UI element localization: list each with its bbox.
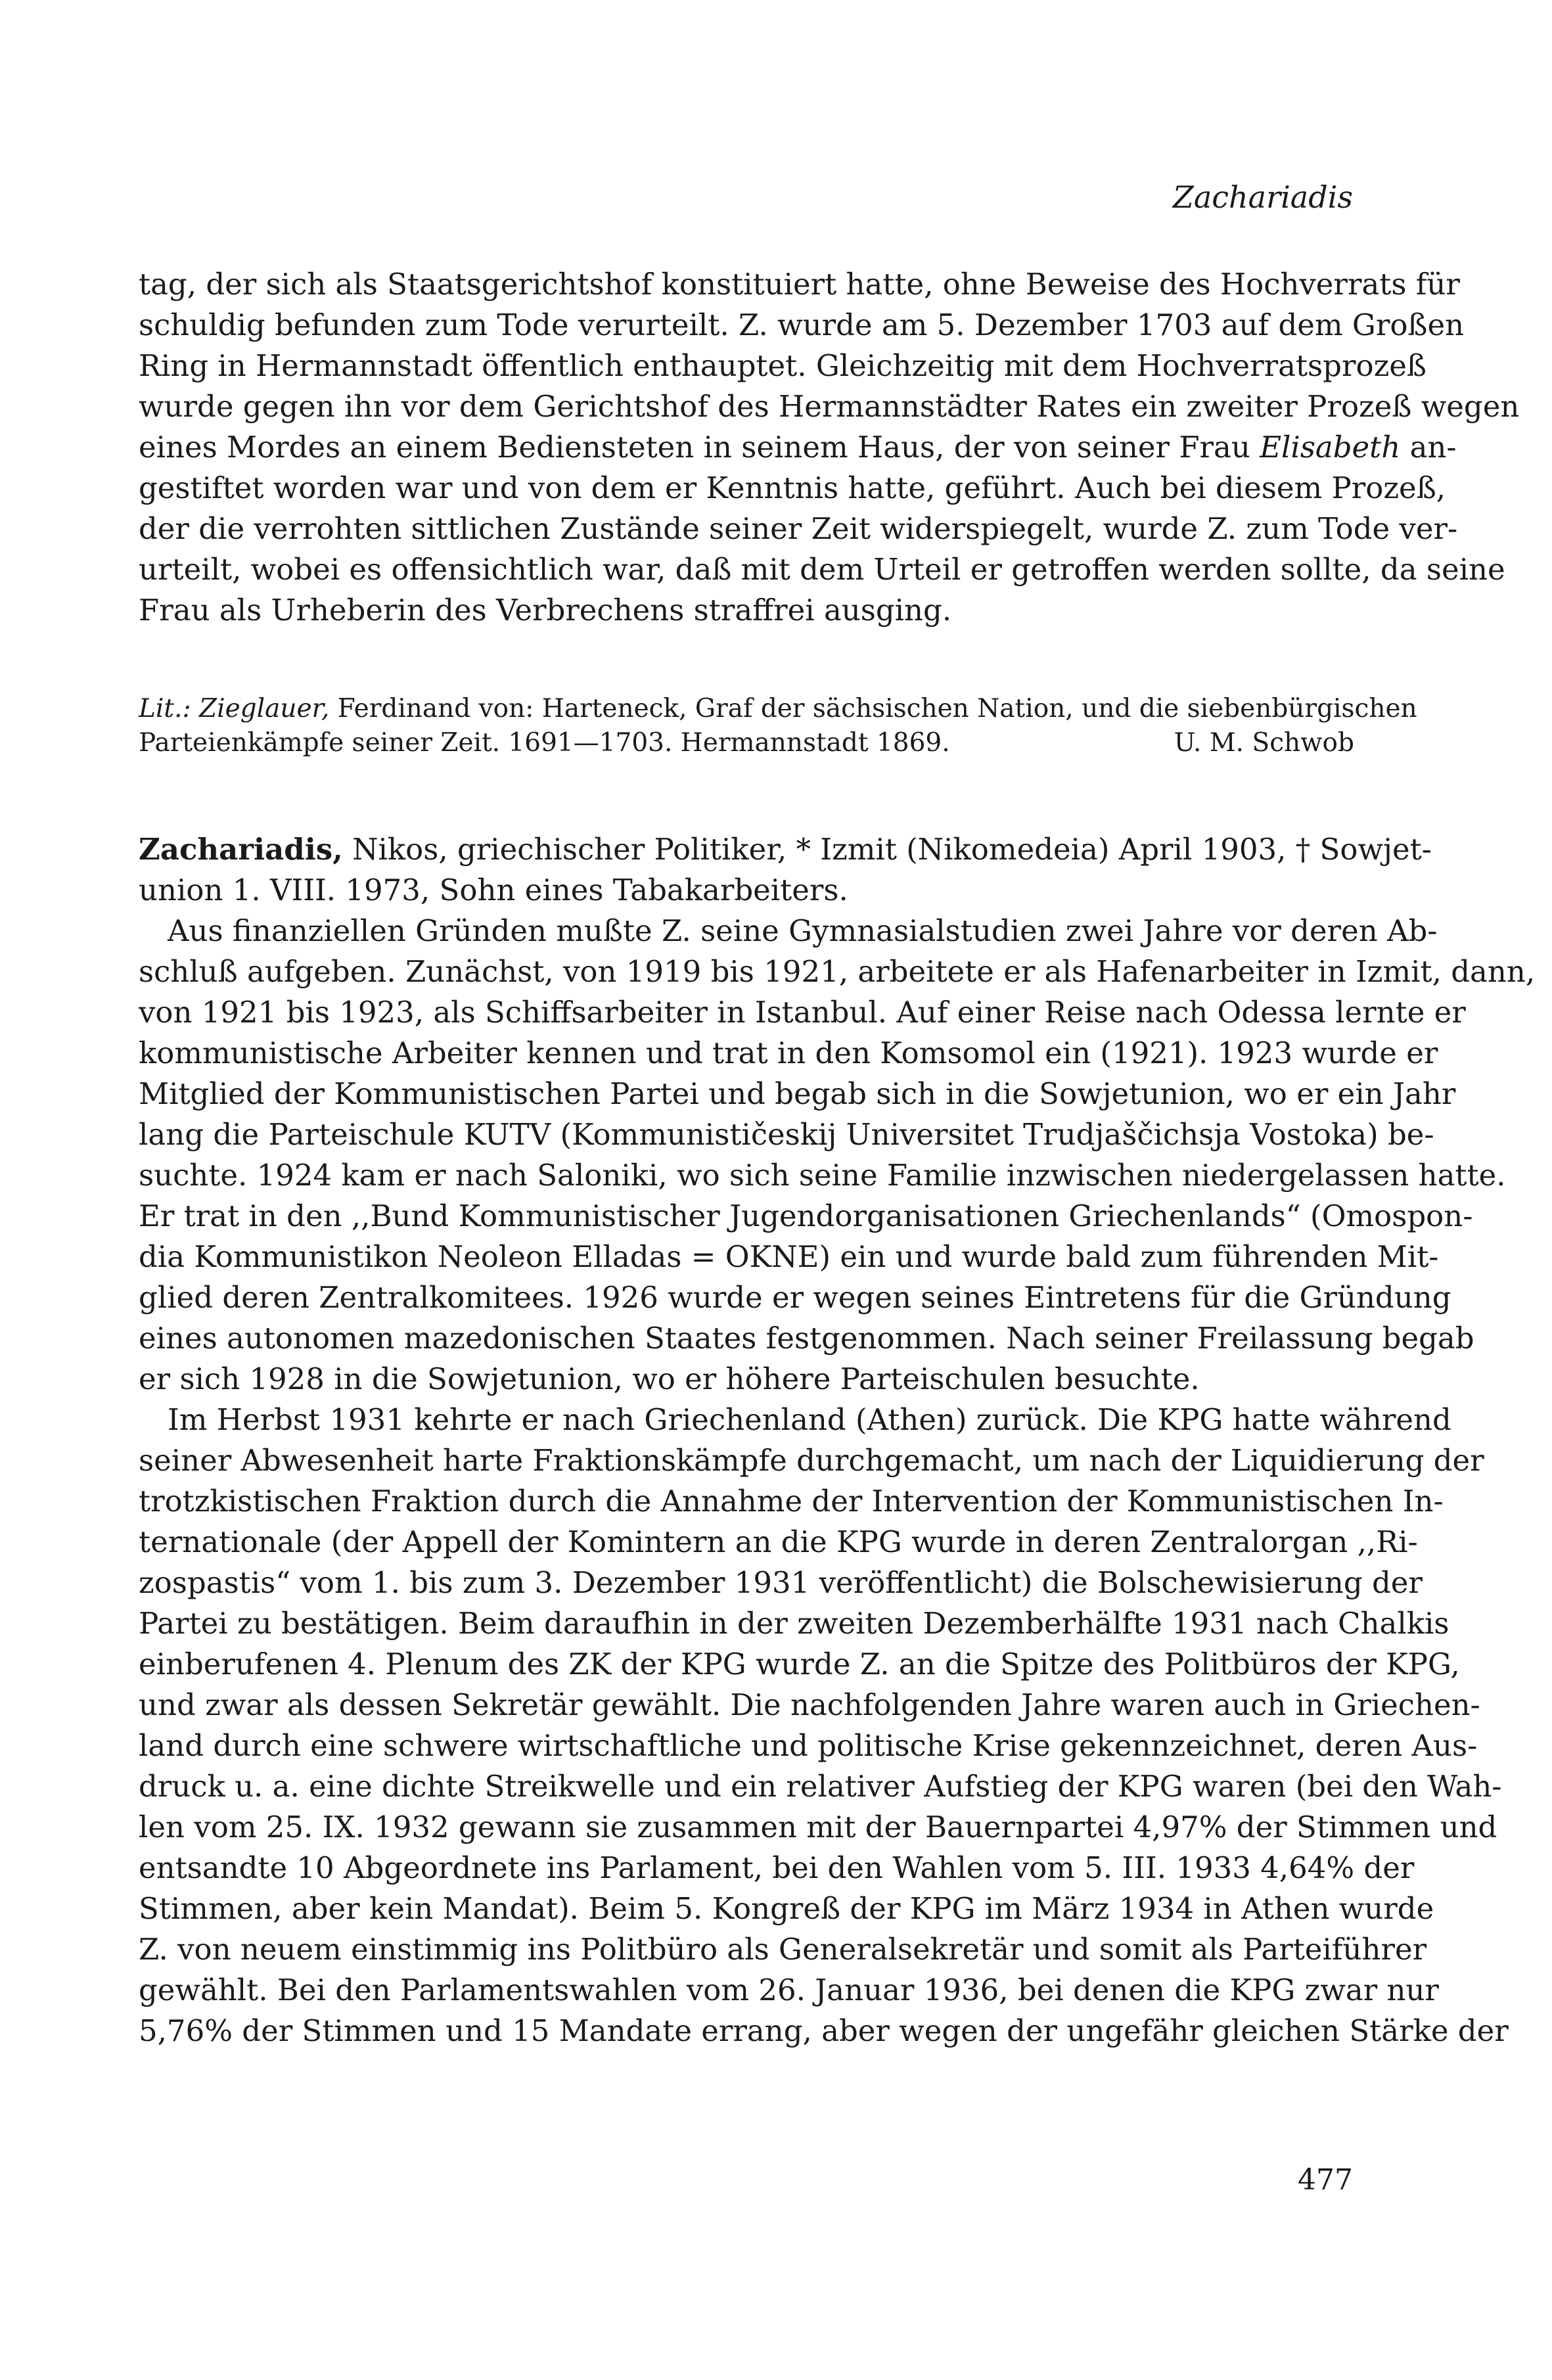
text-line — [139, 829, 1432, 870]
text-line: druck u. a. eine dichte Streikwelle und ein relativer Aufstieg der KPG waren (bei den Wah- — [139, 1769, 1502, 1804]
italic-name: Elisabeth — [1260, 430, 1401, 465]
text-line: gestiftet worden war und von dem er Kenntnis hatte, geführt. Auch bei diesem Prozeß, — [139, 470, 1446, 505]
text-line: von 1921 bis 1923, als Schiffsarbeiter in Istanbul. Auf einer Reise nach Odessa lernte er — [139, 995, 1466, 1030]
text-segment: Ferdinand von: Harteneck, Graf der sächsischen Nation, und die siebenbürgischen — [337, 694, 1417, 723]
text-line: 5,76% der Stimmen und 15 Mandate errang, aber wegen der ungefähr gleichen Stärke der — [139, 2013, 1509, 2048]
page-number: 477 — [1298, 2163, 1353, 2197]
entry-zachariadis — [139, 829, 1536, 2051]
text-line: Frau als Urheberin des Verbrechens straffrei ausging. — [139, 593, 952, 628]
author-signature: U. M. Schwob — [1174, 728, 1354, 758]
text-segment: Parteienkämpfe seiner Zeit. 1691—1703. Hermannstadt 1869. — [139, 728, 950, 758]
text-line: len vom 25. IX. 1932 gewann sie zusammen mit der Bauernpartei 4,97% der Stimmen und — [139, 1810, 1497, 1844]
text-line: der die verrohten sittlichen Zustände seiner Zeit widerspiegelt, wurde Z. zum Tode ver- — [139, 511, 1458, 546]
text-line: Z. von neuem einstimmig ins Politbüro als Generalsekretär und somit als Parteiführer — [139, 1932, 1427, 1967]
running-head: Zachariadis — [1172, 179, 1353, 215]
text-segment: an- — [1409, 430, 1457, 465]
text-line: Aus finanziellen Gründen mußte Z. seine Gymnasialstudien zwei Jahre vor deren Ab- — [168, 913, 1438, 948]
text-line: einberufenen 4. Plenum des ZK der KPG wurde Z. an die Spitze des Politbüros der KPG, — [139, 1647, 1460, 1682]
paragraph-harteneck — [139, 264, 1520, 631]
text-line: dia Kommunistikon Neoleon Elladas = OKNE) ein und wurde bald zum führenden Mit- — [139, 1239, 1439, 1274]
text-line: zospastis“ vom 1. bis zum 3. Dezember 1931 veröffentlicht) die Bolschewisierung der — [139, 1565, 1423, 1600]
text-line: gewählt. Bei den Parlamentswahlen vom 26. Januar 1936, bei denen die KPG zwar nur — [139, 1973, 1439, 2007]
text-line: eines autonomen mazedonischen Staates festgenommen. Nach seiner Freilassung begab — [139, 1321, 1474, 1356]
text-line: entsandte 10 Abgeordnete ins Parlament, bei den Wahlen vom 5. III. 1933 4,64% der — [139, 1850, 1415, 1885]
text-line: suchte. 1924 kam er nach Saloniki, wo sich seine Familie inzwischen niedergelassen hatte. — [139, 1158, 1506, 1193]
text-line: glied deren Zentralkomitees. 1926 wurde er wegen seines Eintretens für die Gründung — [139, 1280, 1451, 1315]
text-line: kommunistische Arbeiter kennen und trat in den Komsomol ein (1921). 1923 wurde er — [139, 1036, 1438, 1070]
text-line: Er trat in den ,,Bund Kommunistischer Jugendorganisationen Griechenlands“ (Omospon- — [139, 1199, 1473, 1233]
text-line: wurde gegen ihn vor dem Gerichtshof des Hermannstädter Rates ein zweiter Prozeß wegen — [139, 389, 1520, 424]
text-line — [139, 692, 1417, 726]
text-segment: Nikos, griechischer Politiker, * Izmit (Nikomedeia) April 1903, † Sowjet- — [352, 832, 1432, 867]
text-line: union 1. VIII. 1973, Sohn eines Tabakarbeiters. — [139, 873, 848, 907]
text-line: Ring in Hermannstadt öffentlich enthauptet. Gleichzeitig mit dem Hochverratsprozeß — [139, 348, 1426, 383]
text-line: Stimmen, aber kein Mandat). Beim 5. Kongreß der KPG im März 1934 in Athen wurde — [139, 1891, 1434, 1926]
text-line: schluß aufgeben. Zunächst, von 1919 bis 1921, arbeitete er als Hafenarbeiter in Izmit, dann, — [139, 954, 1536, 989]
text-line: trotzkistischen Fraktion durch die Annahme der Intervention der Kommunistischen In- — [139, 1484, 1444, 1519]
text-line: er sich 1928 in die Sowjetunion, wo er höhere Parteischulen besuchte. — [139, 1362, 1200, 1396]
text-line: seiner Abwesenheit harte Fraktionskämpfe durchgemacht, um nach der Liquidierung der — [139, 1443, 1484, 1478]
text-line — [139, 726, 1354, 760]
text-segment: eines Mordes an einem Bediensteten in seinem Haus, der von seiner Frau — [139, 430, 1250, 465]
headword: Zachariadis, — [139, 832, 343, 867]
lit-author: Zieglauer, — [199, 694, 330, 723]
lit-label: Lit.: — [139, 694, 191, 723]
text-line: land durch eine schwere wirtschaftliche und politische Krise gekennzeichnet, deren Aus- — [139, 1728, 1478, 1763]
text-line — [139, 427, 1457, 468]
paragraph-political-career — [139, 1400, 1509, 2051]
text-line: Partei zu bestätigen. Beim daraufhin in der zweiten Dezemberhälfte 1931 nach Chalkis — [139, 1606, 1449, 1641]
continuation-paragraph — [139, 264, 1520, 631]
text-line: ternationale (der Appell der Komintern an die KPG wurde in deren Zentralorgan ,,Ri- — [139, 1524, 1418, 1559]
text-line: Im Herbst 1931 kehrte er nach Griechenland (Athen) zurück. Die KPG hatte während — [168, 1402, 1451, 1437]
entry-header — [139, 829, 1432, 911]
text-line: urteilt, wobei es offensichtlich war, daß mit dem Urteil er getroffen werden sollte, da seine — [139, 552, 1505, 587]
text-line: und zwar als dessen Sekretär gewählt. Die nachfolgenden Jahre waren auch in Griechen- — [139, 1687, 1480, 1722]
paragraph-early-life — [139, 911, 1536, 1400]
text-line: Mitglied der Kommunistischen Partei und begab sich in die Sowjetunion, wo er ein Jahr — [139, 1076, 1456, 1111]
text-line: lang die Parteischule KUTV (Kommunističeskij Universitet Trudjaščichsja Vostoka) be- — [139, 1117, 1434, 1152]
literature-block — [139, 692, 1417, 760]
text-line: schuldig befunden zum Tode verurteilt. Z. wurde am 5. Dezember 1703 auf dem Großen — [139, 308, 1465, 342]
text-line: tag, der sich als Staatsgerichtshof konstituiert hatte, ohne Beweise des Hochverrats für — [139, 267, 1460, 302]
literature-reference — [139, 692, 1417, 760]
